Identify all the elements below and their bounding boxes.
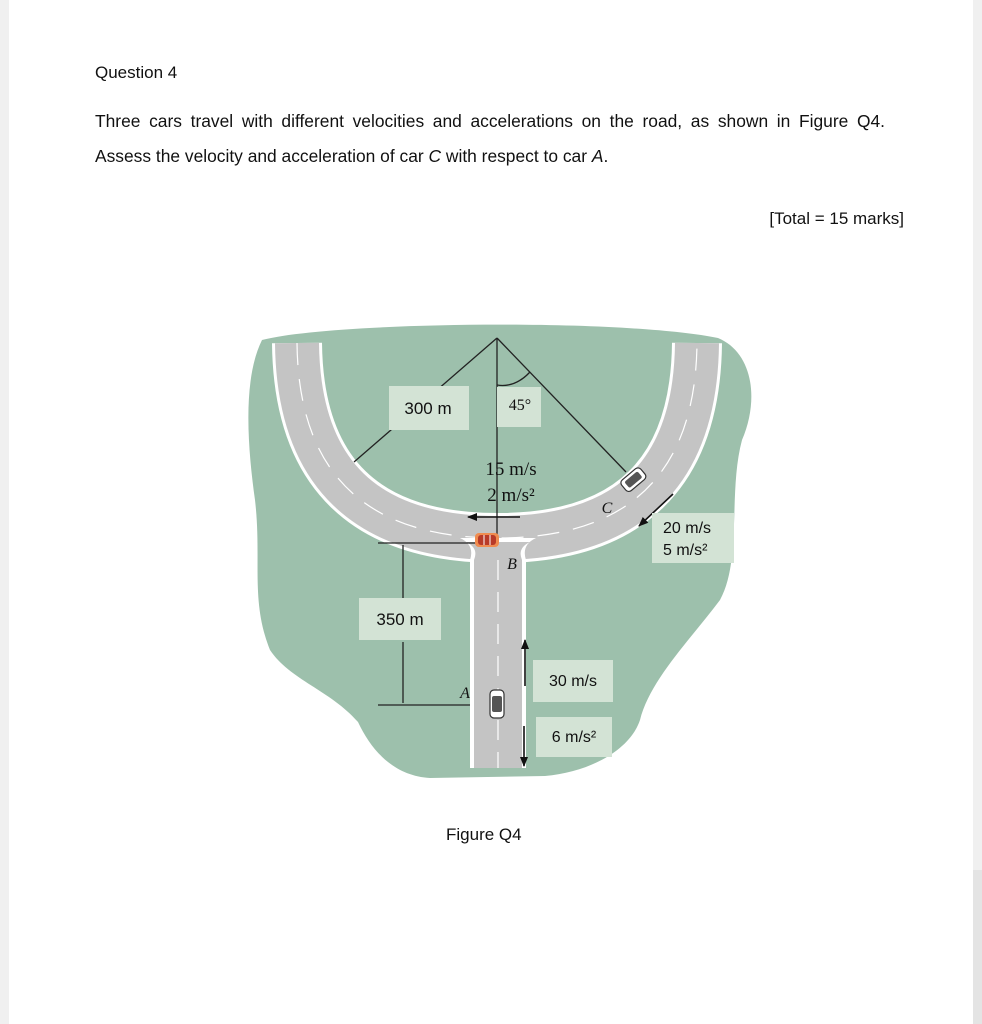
- question-body-part-3: .: [603, 146, 609, 166]
- angle-label: 45°: [508, 397, 532, 414]
- question-car-a-ref: A: [591, 146, 604, 166]
- figure-caption: Figure Q4: [446, 825, 522, 844]
- distance-label: 350 m: [376, 610, 424, 629]
- car-a-velocity-label: 30 m/s: [548, 673, 598, 690]
- car-c-letter: C: [601, 500, 613, 517]
- total-marks: [Total = 15 marks]: [769, 209, 904, 228]
- question-body-part-1: Three cars travel with different velocities and accelerations on the road, as shown in Figure Q4. Assess the velocity and acceleration of car: [95, 111, 885, 166]
- car-b-acceleration-label: 2 m/s²: [487, 485, 535, 506]
- car-a-acceleration-label: 6 m/s²: [551, 729, 597, 746]
- car-b: [475, 533, 499, 547]
- scrollbar[interactable]: [973, 870, 982, 1024]
- question-body-part-2: with respect to car: [441, 146, 592, 166]
- radius-label: 300 m: [404, 399, 452, 418]
- car-b-velocity-label: 15 m/s: [485, 459, 537, 480]
- car-c-velocity-label: 20 m/s: [663, 520, 712, 537]
- question-car-c-ref: C: [428, 146, 442, 166]
- car-a: [490, 690, 504, 718]
- car-c-acceleration-label: 5 m/s²: [663, 542, 708, 559]
- question-heading: Question 4: [95, 63, 178, 82]
- car-a-letter: A: [460, 685, 470, 702]
- car-b-letter: B: [507, 556, 517, 573]
